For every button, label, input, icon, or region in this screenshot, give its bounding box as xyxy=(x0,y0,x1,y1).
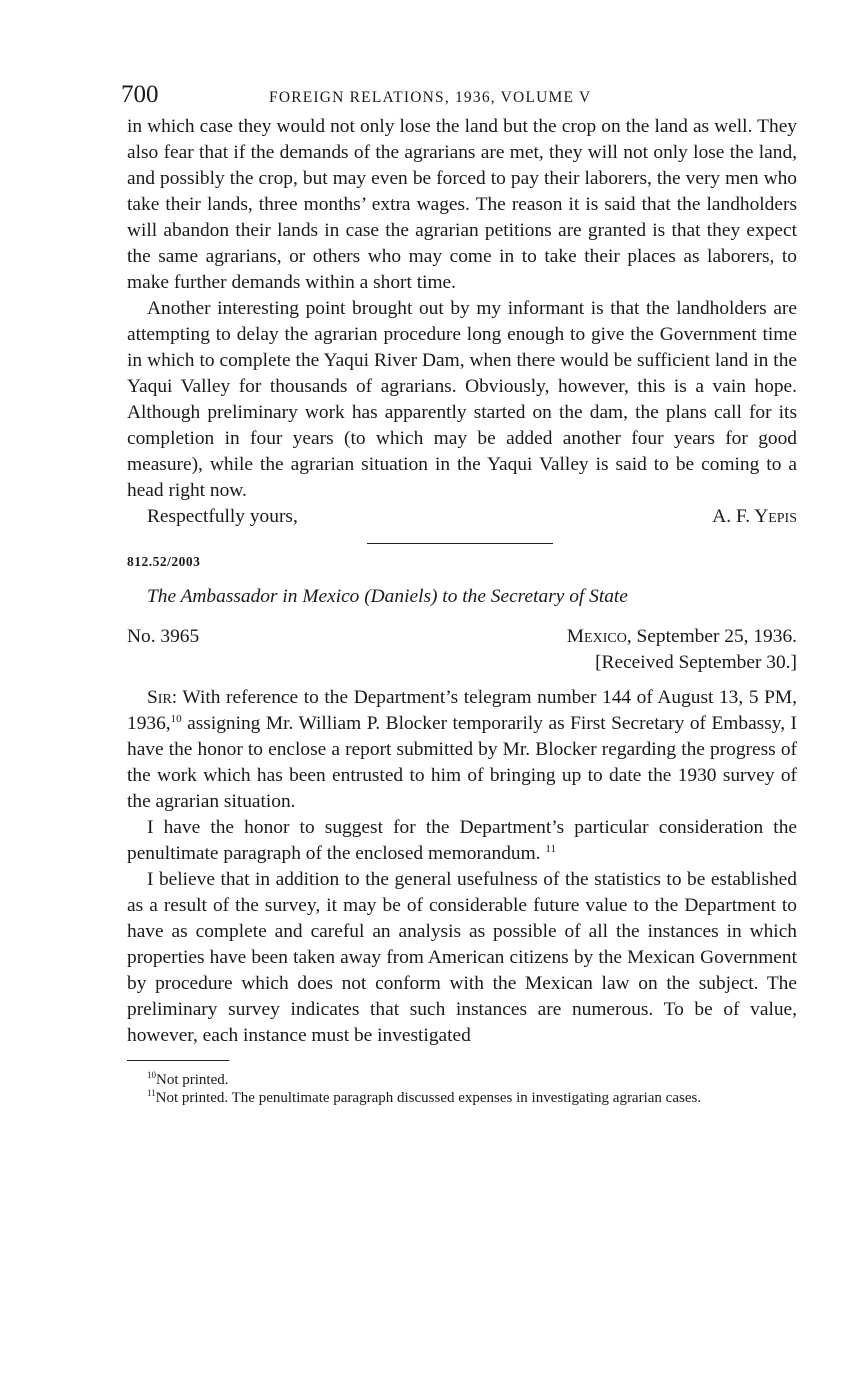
footnote-text: Not printed. The penultimate paragraph discussed expenses in investigating agrarian cases. xyxy=(155,1090,702,1106)
footnote-divider xyxy=(127,1060,229,1061)
salutation: Sir xyxy=(147,687,172,708)
date: , September 25, 1936. xyxy=(626,626,797,647)
continued-letter xyxy=(127,114,797,504)
place-date xyxy=(567,624,797,650)
page-number: 700 xyxy=(121,81,159,108)
footnote-marker: 11 xyxy=(147,1088,156,1098)
footnotes xyxy=(127,1071,797,1107)
header-title: FOREIGN RELATIONS, 1936, VOLUME V xyxy=(269,89,592,106)
continued-paragraph: in which case they would not only lose the land but the crop on the land as well. They also fear that if the demands of the agrarians are met, they will not only lose the land, and possibly the crop, but may even be forced to pay their laborers, the very men who take their lands, three months’ extra wages. The reason it is said that the landholders will abandon their lands in case the agrarian petitions are granted is that they expect the same agrarians, or others who may come in to take their places as laborers, to make further demands within a short time. xyxy=(127,116,797,293)
complimentary-close: Respectfully yours, xyxy=(147,506,298,527)
footnote-reference: 11 xyxy=(545,843,556,855)
document-page xyxy=(121,80,797,1107)
letter-body xyxy=(127,685,797,1049)
running-head xyxy=(121,80,797,114)
paragraph-text: : With reference to the Department’s telegram number 144 of August 13, 5 PM, 1936, xyxy=(127,687,797,734)
received-date: [Received September 30.] xyxy=(595,652,797,673)
place: Mexico xyxy=(566,626,627,647)
footnote xyxy=(127,1089,797,1107)
letter-paragraph: I believe that in addition to the general usefulness of the statistics to be established as a result of the survey, it may be of considerable future value to the Department to have as complete and careful an analysis as possible of all the instances in which properties have been taken away from American citizens by the Mexican Government by procedure which does not conform with the Mexican law on the subject. The preliminary survey indicates that such instances are numerous. To be of value, however, each instance must be investigated xyxy=(127,869,797,1046)
signature: A. F. Yepis xyxy=(712,506,797,527)
document-title: The Ambassador in Mexico (Daniels) to the Secretary of State xyxy=(147,586,628,607)
footnote-text: Not printed. xyxy=(156,1072,229,1088)
continued-paragraph: Another interesting point brought out by my informant is that the landholders are attempting to delay the agrarian procedure long enough to give the Government time in which to complete the Yaqui River Dam, when there would be sufficient land in the Yaqui Valley for thousands of agrarians. Obviously, however, this is a vain hope. Although preliminary work has apparently started on the dam, the plans call for its completion in four years (to which may be added another four years for good measure), while the agrarian situation in the Yaqui Valley is said to be coming to a head right now. xyxy=(127,298,797,501)
paragraph-text: assigning Mr. William P. Blocker temporarily as First Secretary of Embassy, I have the honor to enclose a report submitted by Mr. Blocker regarding the progress of the work which has been entrusted to him of bringing up to date the 1930 survey of the agrarian situation. xyxy=(127,713,797,812)
footnote xyxy=(127,1071,797,1089)
dateline-block xyxy=(127,624,797,676)
footnote-reference: 10 xyxy=(170,713,182,725)
section-divider xyxy=(367,543,553,544)
document-number: No. 3965 xyxy=(127,626,200,647)
letter-paragraph xyxy=(127,815,797,867)
file-number: 812.52/2003 xyxy=(127,554,201,569)
footnote-marker: 10 xyxy=(147,1070,156,1080)
paragraph-text: I have the honor to suggest for the Department’s particular consideration the penultimate paragraph of the enclosed memorandum. xyxy=(127,817,797,864)
closing-line xyxy=(147,504,797,530)
letter-paragraph xyxy=(127,685,797,815)
